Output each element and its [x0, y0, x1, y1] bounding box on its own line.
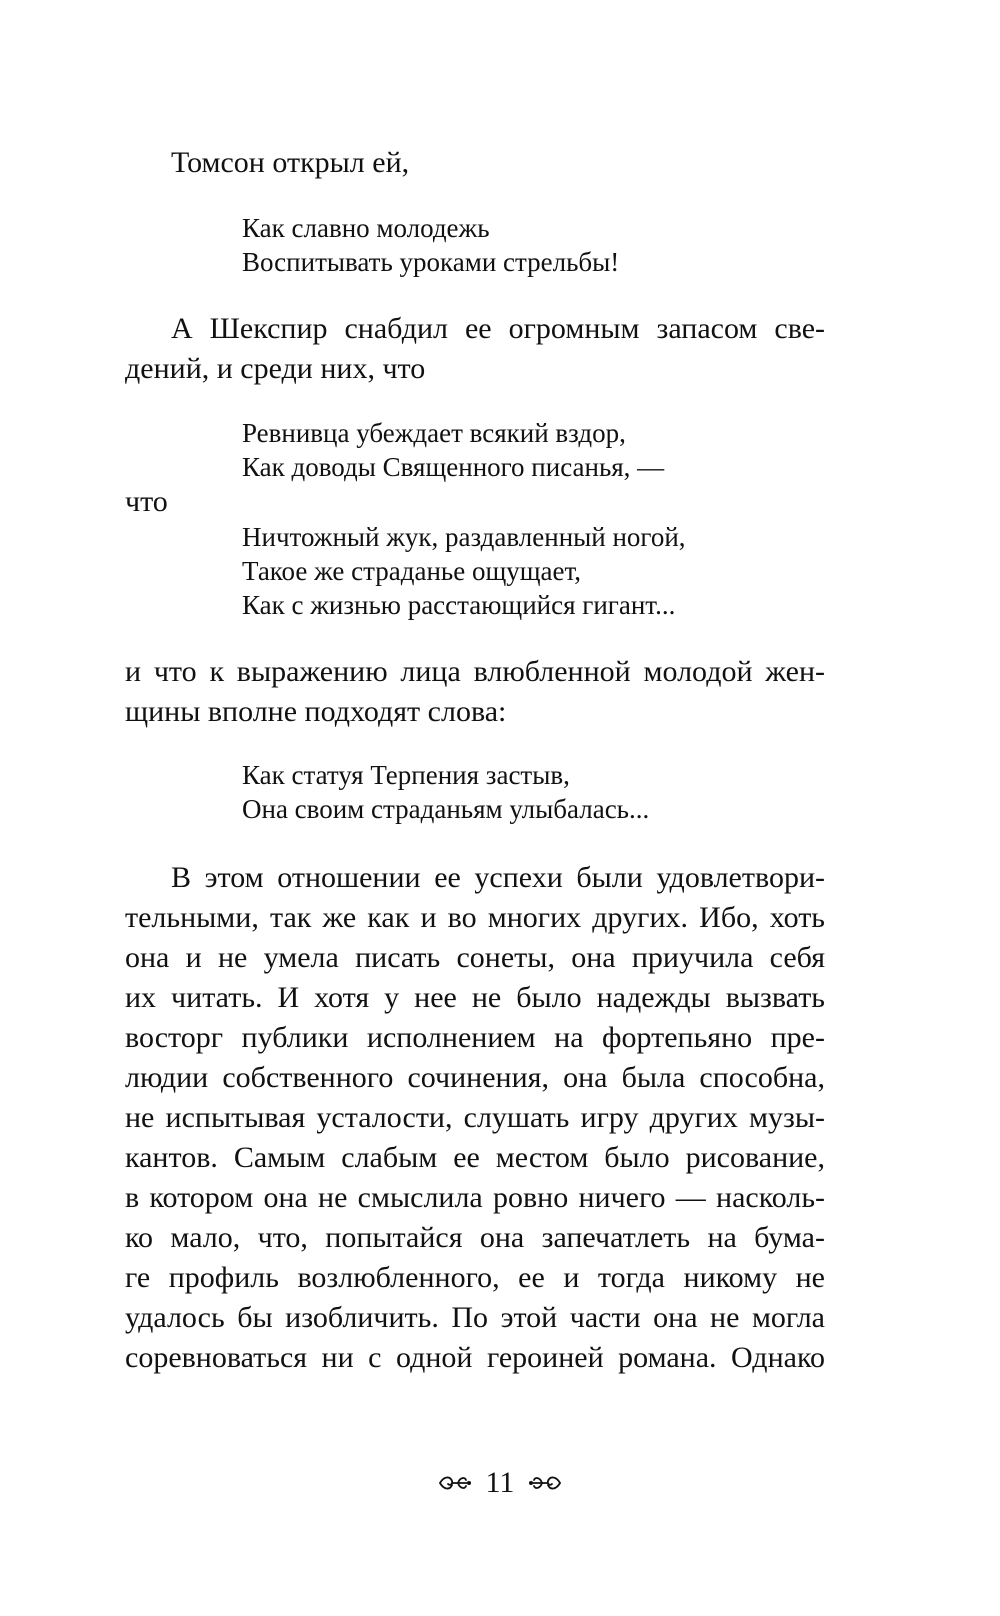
verse-beetle	[242, 520, 842, 622]
paragraph-shakespeare	[125, 309, 825, 389]
paragraph-that	[125, 482, 825, 522]
text-line: восторг публики исполнением на фортепьяно пре-	[125, 1021, 825, 1054]
page-footer	[0, 1463, 1000, 1503]
verse-line: Ревнивца убеждает всякий вздор,	[242, 418, 626, 448]
text-line: дений, и среди них, что	[125, 352, 426, 385]
paragraph-expression	[125, 652, 825, 732]
text-line: и что к выражению лица влюбленной молодой жен-	[125, 655, 825, 688]
text-line: ко мало, что, попытайся она запечатлеть на бума-	[125, 1221, 825, 1254]
verse-line: Она своим страданьям улыбалась...	[242, 794, 650, 824]
paragraph-thomson	[125, 143, 825, 183]
text-line: в котором она не смыслила ровно ничего — насколь-	[125, 1181, 825, 1214]
verse-line: Как статуя Терпения застыв,	[242, 760, 570, 790]
verse-line: Воспитывать уроками стрельбы!	[242, 247, 620, 277]
text-line: ге профиль возлюбленного, ее и тогда никому не	[125, 1261, 825, 1294]
text-line: их читать. И хотя у нее не было надежды вызвать	[125, 981, 825, 1014]
verse-line: Ничтожный жук, раздавленный ногой,	[242, 522, 686, 552]
text-line: она и не умела писать сонеты, она приучила себя	[125, 941, 825, 974]
text-line: не испытывая усталости, слушать игру других музы-	[125, 1101, 825, 1134]
text-line: удалось бы изобличить. По этой части она не могла	[125, 1301, 825, 1334]
paragraph-success	[125, 858, 825, 1378]
text-line: людии собственного сочинения, она была способна,	[125, 1061, 825, 1094]
verse-line: Такое же страданье ощущает,	[242, 556, 582, 586]
text-line: В этом отношении ее успехи были удовлетвори-	[171, 861, 825, 894]
text-line: соревноваться ни с одной героиней романа. Однако	[125, 1341, 825, 1374]
text-line: что	[125, 485, 168, 518]
text-line: Томсон открыл ей,	[171, 146, 410, 179]
fleuron-right-icon	[528, 1472, 562, 1494]
verse-thomson	[242, 211, 842, 279]
verse-line: Как с жизнью расстающийся гигант...	[242, 590, 676, 620]
verse-jealous	[242, 416, 842, 484]
text-line: щины вполне подходят слова:	[125, 695, 507, 728]
verse-line: Как доводы Священного писанья, —	[242, 452, 665, 482]
fleuron-left-icon	[438, 1472, 472, 1494]
text-line: тельными, так же как и во многих других. Ибо, хоть	[125, 901, 825, 934]
verse-line: Как славно молодежь	[242, 213, 490, 243]
text-line: А Шекспир снабдил ее огромным запасом све-	[171, 312, 825, 345]
verse-patience	[242, 758, 842, 826]
page-number: 11	[485, 1466, 515, 1499]
text-line: кантов. Самым слабым ее местом было рисование,	[125, 1141, 825, 1174]
